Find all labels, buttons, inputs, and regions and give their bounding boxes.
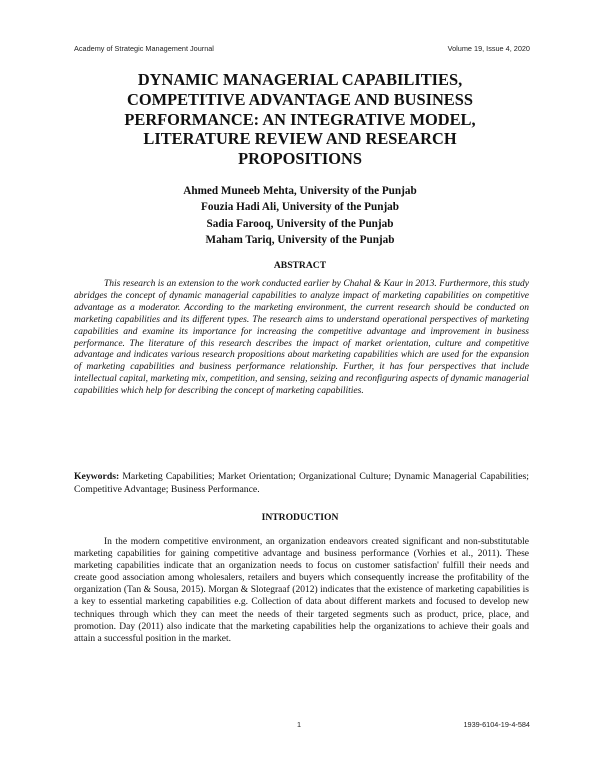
paper-title (70, 70, 530, 169)
keywords-paragraph (74, 470, 529, 496)
introduction-text: In the modern competitive environment, an organization endeavors created significant and non-substitutable marketing capabilities for gaining competitive advantage and business performance (Vorhies et al., 2011). These marketing capabilities indicate that an organization needs to focus on customer satisfaction' fulfill their needs and create good association among wholesalers, retailers and buyers which consequently increase the profitability of the organization (Tan & Sousa, 2015). Morgan & Slotegraaf (2012) indicates that the existence of marketing capabilities is a key to essential marketing capabilities e.g. Collection of data about different markets and focused to develop new techniques through which they can meet the needs of their targeted segments such as product, price, place, and promotion. Day (2011) also indicate that the marketing capabilities help the organizations to achieve their goals and attain a successful position in the market. (74, 537, 529, 644)
introduction-heading: INTRODUCTION (261, 512, 339, 523)
volume-issue: Volume 19, Issue 4, 2020 (447, 44, 530, 53)
journal-name: Academy of Strategic Management Journal (74, 44, 214, 53)
issn-code: 1939-6104-19-4-584 (463, 720, 530, 729)
page-number: 1 (297, 720, 302, 729)
keywords-text: Marketing Capabilities; Market Orientation; Organizational Culture; Dynamic Managerial Capabilities; Competitive Advantage; Business Performance. (74, 471, 529, 495)
title-line: PERFORMANCE: AN INTEGRATIVE MODEL, (124, 109, 476, 129)
author-line: Ahmed Muneeb Mehta, University of the Punjab (183, 185, 417, 197)
keywords-label: Keywords: (74, 471, 120, 482)
title-line: DYNAMIC MANAGERIAL CAPABILITIES, (137, 70, 463, 89)
author-line: Sadia Farooq, University of the Punjab (206, 217, 394, 230)
title-line: COMPETITIVE ADVANTAGE AND BUSINESS (127, 89, 473, 109)
author-line: Fouzia Hadi Ali, University of the Punjab (201, 201, 399, 214)
author-line: Maham Tariq, University of the Punjab (205, 233, 395, 246)
abstract-text: This research is an extension to the work conducted earlier by Chahal & Kaur in 2013. Furthermore, this study abridges the concept of dynamic managerial capabilities to analyze impact of marketing capabilities on competitive advantage as a moderator. According to the marketing environment, the current research should be conducted on marketing capabilities and its different types. The research aims to understand operational perspectives of marketing capabilities and examine its importance for increasing the competitive advantage and improvement in business performance. The literature of this research describes the impact of market orientation, culture and competitive advantage and indicates various research propositions about marketing capabilities which are used for the expansion of marketing capabilities and business performance relationship. Further, it has four perspectives that include intellectual capital, marketing mix, competition, and sensing, seizing and reconfiguring aspects of dynamic managerial capabilities which help for describing the concept of marketing capabilities. (74, 279, 529, 397)
title-line: LITERATURE REVIEW AND RESEARCH (143, 129, 457, 149)
author-list (70, 183, 530, 248)
abstract-heading: ABSTRACT (273, 260, 327, 271)
title-line: PROPOSITIONS (238, 149, 362, 169)
